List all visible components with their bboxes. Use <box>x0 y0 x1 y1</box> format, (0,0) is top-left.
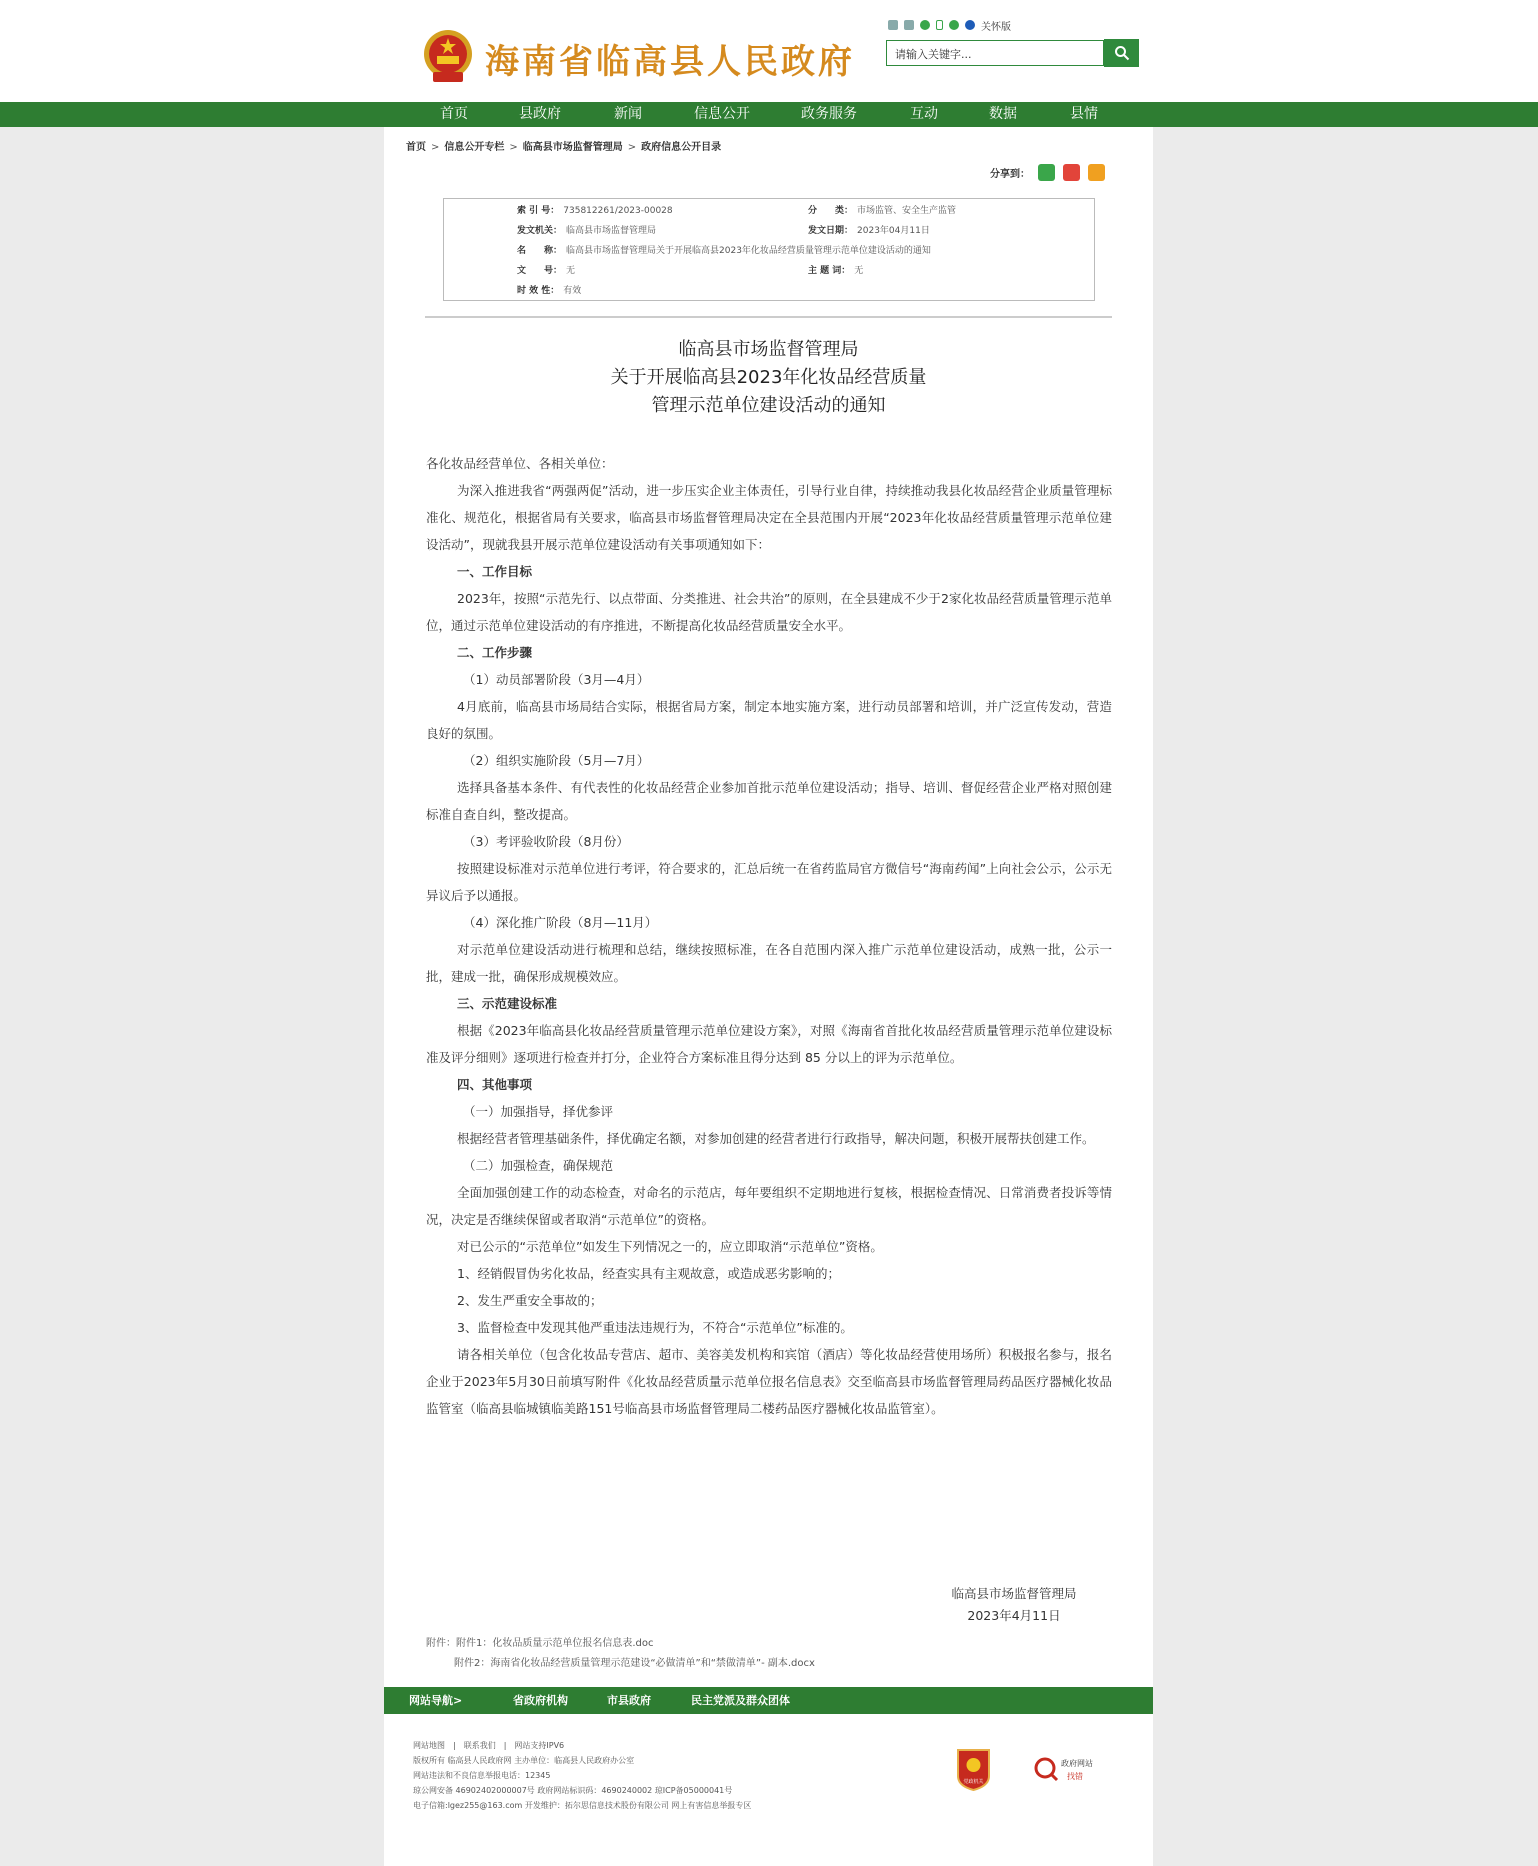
gov-site-error-badge-icon[interactable] <box>1033 1752 1103 1786</box>
footer-nav <box>384 1687 1153 1714</box>
paragraph: 对已公示的“示范单位”如发生下列情况之一的，应立即取消“示范单位”资格。 <box>457 1239 883 1254</box>
title-line: 管理示范单位建设活动的通知 <box>651 395 886 416</box>
sub-heading: （3）考评验收阶段（8月份） <box>463 834 629 849</box>
nav-item-home[interactable]: 首页 <box>440 106 468 122</box>
weibo-share-icon[interactable] <box>1063 164 1080 181</box>
nav-item-gov-services[interactable]: 政务服务 <box>801 106 857 122</box>
meta-keyword: 主 题 词： 无 <box>808 266 864 276</box>
sub-heading: （一）加强指导，择优参评 <box>463 1104 614 1119</box>
section-heading: 一、工作目标 <box>457 564 533 579</box>
title-line: 关于开展临高县2023年化妆品经营质量 <box>610 367 927 388</box>
sub-heading: （2）组织实施阶段（5月—7月） <box>463 753 650 768</box>
sub-heading: （二）加强检查，确保规范 <box>463 1158 614 1173</box>
footer-email: 电子信箱:lgez255@163.com 开发维护：拓尔思信息技术股份有限公司 网上有害信息举报专区 <box>413 1801 752 1810</box>
badge2-title: 政府网站 <box>1061 1759 1093 1768</box>
paragraph: 4月底前，临高县市场局结合实际，根据省局方案，制定本地实施方案，进行动员部署和培训，并广泛宣传发动，营造良好的氛围。 <box>426 699 1112 741</box>
footer-nav-title: 网站导航> <box>409 1694 463 1707</box>
section-heading: 三、示范建设标准 <box>457 996 558 1011</box>
paragraph: 按照建设标准对示范单位进行考评，符合要求的，汇总后统一在省药监局官方微信号“海南药闻”上向社会公示，公示无异议后予以通报。 <box>426 861 1112 903</box>
breadcrumb-separator: > <box>431 142 440 153</box>
footer-link-contact[interactable]: 联系我们 <box>463 1741 496 1750</box>
meta-name: 名 称： 临高县市场监督管理局关于开展临高县2023年化妆品经营质量管理示范单位建设活动的通知 <box>517 246 931 256</box>
meta-validity: 时 效 性： 有效 <box>517 286 582 296</box>
footer-info: 网站地图 | 联系我们 | 网站支持IPV6 版权所有 临高县人民政府网 主办单位：临高县人民政府办公室 网站违法和不良信息举报电话：12345 琼公网安备 46902402000007号 政府网站标识码：4690240002 琼ICP备05000041号 电子信箱:lgez255@163.com 开发维护：拓尔思信息技术股份有限公司 网上有害信息举报专区 <box>413 1738 751 1813</box>
breadcrumb-catalog[interactable]: 政府信息公开目录 <box>641 142 722 153</box>
breadcrumb-home[interactable]: 首页 <box>406 142 426 153</box>
party-gov-badge-icon[interactable] <box>956 1748 991 1791</box>
paragraph: 请各相关单位（包含化妆品专营店、超市、美容美发机构和宾馆（酒店）等化妆品经营使用场所）积极报名参与，报名企业于2023年5月30日前填写附件《化妆品经营质量示范单位报名信息表》交至临高县市场监督管理局药品医疗器械化妆品监管室（临高县临城镇临美路151号临高县市场监督管理局二楼药品医疗器械化妆品监管室）。 <box>426 1347 1112 1416</box>
wechat-icon[interactable] <box>949 20 959 30</box>
sub-heading: （1）动员部署阶段（3月—4月） <box>463 672 650 687</box>
mobile-icon[interactable] <box>936 20 943 30</box>
list-item: 1、经销假冒伪劣化妆品，经查实具有主观故意，或造成恶劣影响的； <box>457 1266 840 1281</box>
breadcrumb-market-bureau[interactable]: 临高县市场监督管理局 <box>522 142 623 153</box>
main-nav <box>0 102 1538 127</box>
list-item: 2、发生严重安全事故的； <box>457 1293 603 1308</box>
meta-docno: 文 号： 无 <box>517 266 576 276</box>
meta-issuer: 发文机关： 临高县市场监督管理局 <box>517 226 657 236</box>
salutation: 各化妆品经营单位、各相关单位： <box>426 456 614 471</box>
meta-category: 分 类： 市场监管、安全生产监管 <box>808 206 957 216</box>
footer-nav-city-county[interactable]: 市县政府 <box>607 1694 651 1707</box>
search-input[interactable]: 请输入关键字... <box>886 40 1104 66</box>
accessibility-icon[interactable] <box>920 20 930 30</box>
list-item: 3、监督检查中发现其他严重违法违规行为，不符合“示范单位”标准的。 <box>457 1320 853 1335</box>
breadcrumb-separator: > <box>627 142 637 153</box>
breadcrumb <box>406 138 721 153</box>
paragraph: 为深入推进我省“两强两促”活动，进一步压实企业主体责任，引导行业自律，持续推动我县化妆品经营企业质量管理标准化、规范化，根据省局有关要求，临高县市场监督管理局决定在全县范围内开展“2023年化妆品经营质量管理示范单位建设活动”，现就我县开展示范单位建设活动有关事项通知如下： <box>426 483 1112 552</box>
paragraph: 根据《2023年临高县化妆品经营质量管理示范单位建设方案》，对照《海南省首批化妆品经营质量管理示范单位建设标准及评分细则》逐项进行检查并打分，企业符合方案标准且得分达到 85 分以上的评为示范单位。 <box>426 1023 1112 1065</box>
breadcrumb-separator: > <box>509 142 518 153</box>
weibo-icon[interactable] <box>965 20 975 30</box>
section-heading: 二、工作步骤 <box>457 645 533 660</box>
national-emblem-icon <box>423 28 473 84</box>
nav-item-news[interactable]: 新闻 <box>614 106 642 122</box>
site-title[interactable]: 海南省临高县人民政府 <box>485 42 855 82</box>
title-line: 临高县市场监督管理局 <box>678 339 859 360</box>
sign-org: 临高县市场监督管理局 <box>951 1586 1077 1601</box>
share-label: 分享到： <box>990 169 1030 180</box>
nav-item-info-public[interactable]: 信息公开 <box>694 106 750 122</box>
footer-copyright: 版权所有 临高县人民政府网 主办单位：临高县人民政府办公室 <box>413 1756 635 1765</box>
wechat-share-icon[interactable] <box>1038 164 1055 181</box>
attachment-link-2[interactable]: 附件2：海南省化妆品经营质量管理示范建设“必做清单”和“禁做清单”- 副本.docx <box>454 1658 815 1669</box>
paragraph: 全面加强创建工作的动态检查，对命名的示范店，每年要组织不定期地进行复核，根据检查情况、日常消费者投诉等情况，决定是否继续保留或者取消“示范单位”的资格。 <box>426 1185 1112 1227</box>
search-button[interactable] <box>1104 39 1139 67</box>
footer-report: 网站违法和不良信息举报电话：12345 <box>413 1771 551 1780</box>
divider <box>425 316 1112 318</box>
favorite-icon[interactable] <box>904 20 914 30</box>
utility-toolbar <box>888 17 1011 33</box>
meta-index: 索 引 号： 735812261/2023-00028 <box>517 206 673 216</box>
paragraph: 对示范单位建设活动进行梳理和总结，继续按照标准，在各自范围内深入推广示范单位建设活动，成熟一批，公示一批，建成一批，确保形成规模效应。 <box>426 942 1112 984</box>
attachment-link-1[interactable]: 附件1：化妆品质量示范单位报名信息表.doc <box>456 1638 654 1649</box>
section-heading: 四、其他事项 <box>457 1077 533 1092</box>
share-bar <box>990 164 1105 181</box>
paragraph: 根据经营者管理基础条件，择优确定名额，对参加创建的经营者进行行政指导，解决问题，积极开展帮扶创建工作。 <box>457 1131 1095 1146</box>
paragraph: 选择具备基本条件、有代表性的化妆品经营企业参加首批示范单位建设活动；指导、培训、督促经营企业严格对照创建标准自查自纠，整改提高。 <box>426 780 1112 822</box>
sub-heading: （4）深化推广阶段（8月—11月） <box>463 915 658 930</box>
home-icon[interactable] <box>888 20 898 30</box>
signature-block <box>934 1583 1094 1627</box>
site-header <box>0 0 1538 102</box>
nav-item-county-info[interactable]: 县情 <box>1070 106 1098 122</box>
document-body <box>426 450 1112 1422</box>
attachments <box>426 1634 815 1674</box>
footer-nav-parties[interactable]: 民主党派及群众团体 <box>691 1694 790 1707</box>
favorite-share-icon[interactable] <box>1088 164 1105 181</box>
paragraph: 2023年，按照“示范先行、以点带面、分类推进、社会共治”的原则，在全县建成不少于2家化妆品经营质量管理示范单位，通过示范单位建设活动的有序推进，不断提高化妆品经营质量安全水平。 <box>426 591 1112 633</box>
document-title <box>425 336 1112 420</box>
attachments-label: 附件： <box>426 1638 456 1649</box>
nav-item-data[interactable]: 数据 <box>989 106 1017 122</box>
footer-icp[interactable]: 琼公网安备 46902402000007号 政府网站标识码：4690240002 琼ICP备05000041号 <box>413 1786 733 1795</box>
badge1-text: 党政机关 <box>963 1779 984 1785</box>
footer-nav-provincial[interactable]: 省政府机构 <box>513 1694 568 1707</box>
meta-date: 发文日期： 2023年04月11日 <box>808 226 930 236</box>
search-icon <box>1114 45 1130 61</box>
nav-item-county-gov[interactable]: 县政府 <box>519 106 561 122</box>
footer-link-sitemap[interactable]: 网站地图 <box>413 1741 445 1750</box>
sign-date: 2023年4月11日 <box>967 1608 1061 1623</box>
badge2-sub: 找错 <box>1067 1772 1083 1781</box>
breadcrumb-info-column[interactable]: 信息公开专栏 <box>444 142 505 153</box>
care-mode-link[interactable]: 关怀版 <box>981 21 1011 33</box>
footer-link-ipv6[interactable]: 网站支持IPV6 <box>514 1741 565 1750</box>
nav-item-interaction[interactable]: 互动 <box>910 106 938 122</box>
